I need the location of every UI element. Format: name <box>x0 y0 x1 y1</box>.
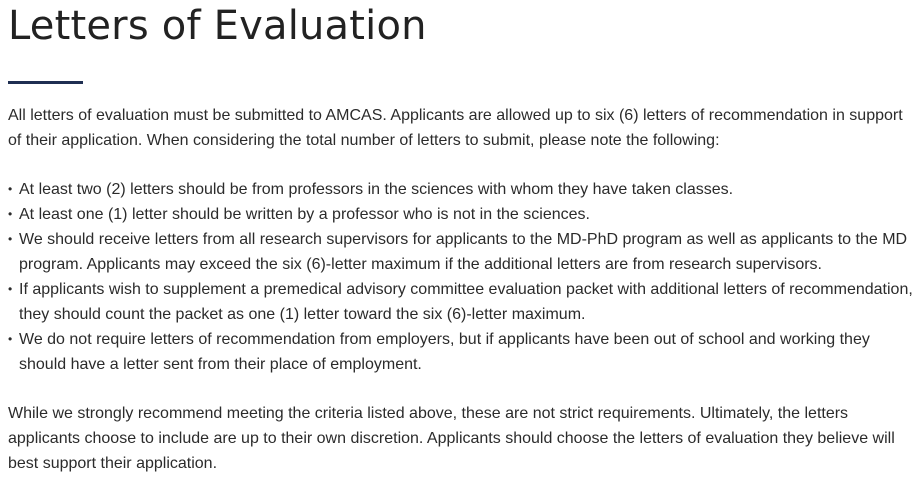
list-item-text: We should receive letters from all research supervisors for applicants to the MD-PhD program as well as applicants to the MD program. Applicants may exceed the six (6)-letter maximum if the additional letters are from research supervisors. <box>19 231 908 273</box>
bullet-icon: • <box>8 207 13 221</box>
list-item-text: If applicants wish to supplement a premedical advisory committee evaluation packet with additional letters of recommendation, they should count the packet as one (1) letter toward the six (6)-letter maximum. <box>19 281 913 323</box>
list-item-text: We do not require letters of recommendation from employers, but if applicants have been out of school and working they should have a letter sent from their place of employment. <box>19 331 870 373</box>
bullet-icon: • <box>8 182 13 196</box>
content-body <box>8 103 914 476</box>
list-item <box>8 227 914 277</box>
closing-paragraph: While we strongly recommend meeting the criteria listed above, these are not strict requirements. Ultimately, the letters applicants choose to include are up to their own discretion. Applicants should choose the letters of evaluation they believe will best support their application. <box>8 405 895 472</box>
letters-of-evaluation-section <box>8 0 914 476</box>
list-item-text: At least one (1) letter should be written by a professor who is not in the sciences. <box>19 206 590 223</box>
page-title: Letters of Evaluation <box>8 3 427 49</box>
requirements-list <box>8 177 914 377</box>
list-item <box>8 327 914 377</box>
title-divider <box>8 81 83 84</box>
list-item <box>8 202 914 227</box>
bullet-icon: • <box>8 282 13 296</box>
list-item <box>8 277 914 327</box>
intro-paragraph: All letters of evaluation must be submitted to AMCAS. Applicants are allowed up to six (6) letters of recommendation in support of their application. When considering the total number of letters to submit, please note the following: <box>8 107 903 149</box>
list-item <box>8 177 914 202</box>
bullet-icon: • <box>8 232 13 246</box>
list-item-text: At least two (2) letters should be from professors in the sciences with whom they have taken classes. <box>19 181 734 198</box>
bullet-icon: • <box>8 332 13 346</box>
